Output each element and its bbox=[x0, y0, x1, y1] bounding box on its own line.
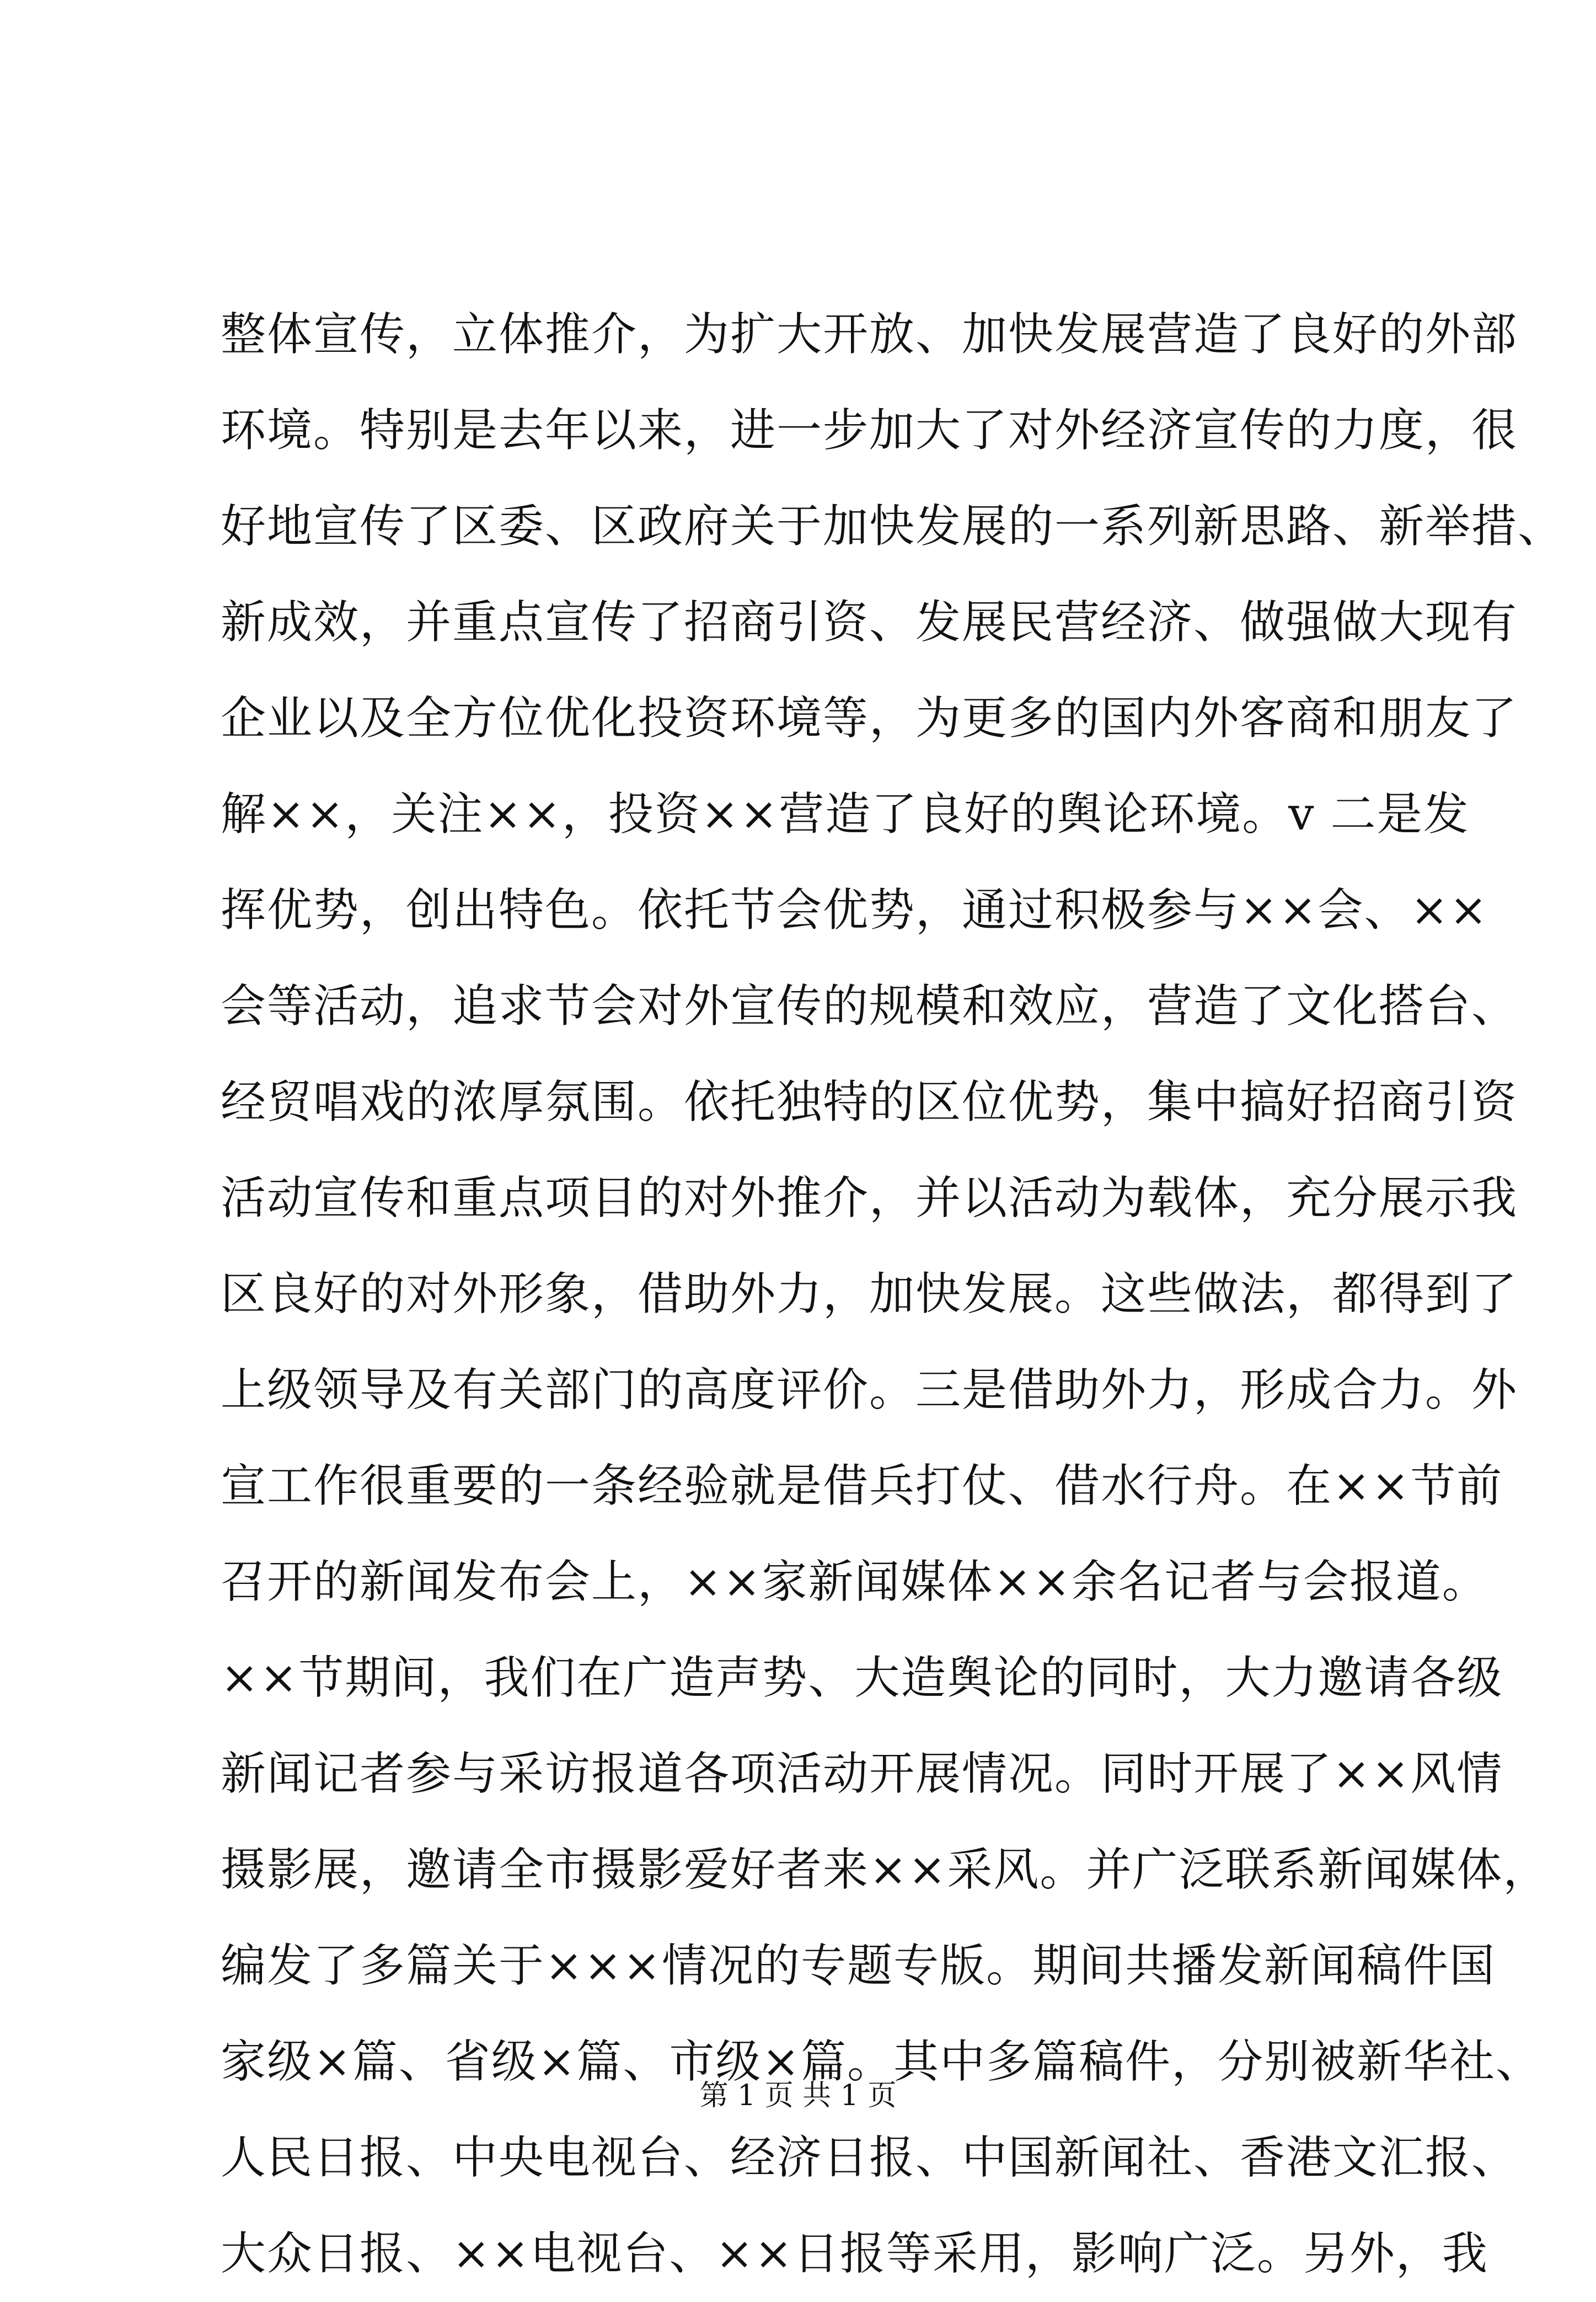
text-line: 大众日报、××电视台、××日报等采用，影响广泛。另外，我 bbox=[221, 2228, 1488, 2280]
text-line: 好地宣传了区委、区政府关于加快发展的一系列新思路、新举措、 bbox=[221, 500, 1565, 553]
text-line: 新闻记者参与采访报道各项活动开展情况。同时开展了××风情 bbox=[221, 1748, 1503, 1800]
text-line: 经贸唱戏的浓厚氛围。依托独特的区位优势，集中搞好招商引资 bbox=[221, 1076, 1518, 1128]
text-line: 上级领导及有关部门的高度评价。三是借助外力，形成合力。外 bbox=[221, 1364, 1518, 1416]
text-line: 解××，关注××，投资××营造了良好的舆论环境。v 二是发 bbox=[221, 788, 1470, 841]
text-line: 家级×篇、省级×篇、市级×篇。其中多篇稿件，分别被新华社、 bbox=[221, 2036, 1543, 2088]
text-line: ××节期间，我们在广造声势、大造舆论的同时，大力邀请各级 bbox=[221, 1652, 1503, 1704]
text-line: 区良好的对外形象，借助外力，加快发展。这些做法，都得到了 bbox=[221, 1268, 1518, 1320]
text-line: 活动宣传和重点项目的对外推介，并以活动为载体，充分展示我 bbox=[221, 1172, 1518, 1224]
body-paragraph bbox=[221, 287, 1565, 2302]
text-line: 编发了多篇关于×××情况的专题专版。期间共播发新闻稿件国 bbox=[221, 1940, 1496, 1992]
text-line: 宣工作很重要的一条经验就是借兵打仗、借水行舟。在××节前 bbox=[221, 1460, 1503, 1512]
text-line: 会等活动，追求节会对外宣传的规模和效应，营造了文化搭台、 bbox=[221, 980, 1518, 1032]
text-line: 挥优势，创出特色。依托节会优势，通过积极参与××会、×× bbox=[221, 884, 1488, 936]
text-line: 环境。特别是去年以来，进一步加大了对外经济宣传的力度，很 bbox=[221, 404, 1518, 457]
text-line: 人民日报、中央电视台、经济日报、中国新闻社、香港文汇报、 bbox=[221, 2132, 1518, 2184]
page-number-footer: 第 1 页 共 1 页 bbox=[699, 2079, 897, 2112]
text-line: 企业以及全方位优化投资环境等，为更多的国内外客商和朋友了 bbox=[221, 692, 1518, 745]
text-line: 新成效，并重点宣传了招商引资、发展民营经济、做强做大现有 bbox=[221, 596, 1518, 649]
text-line: 整体宣传，立体推介，为扩大开放、加快发展营造了良好的外部 bbox=[221, 308, 1518, 361]
text-line: 摄影展，邀请全市摄影爱好者来××采风。并广泛联系新闻媒体， bbox=[221, 1844, 1550, 1896]
text-line: 召开的新闻发布会上，××家新闻媒体××余名记者与会报道。 bbox=[221, 1556, 1488, 1608]
